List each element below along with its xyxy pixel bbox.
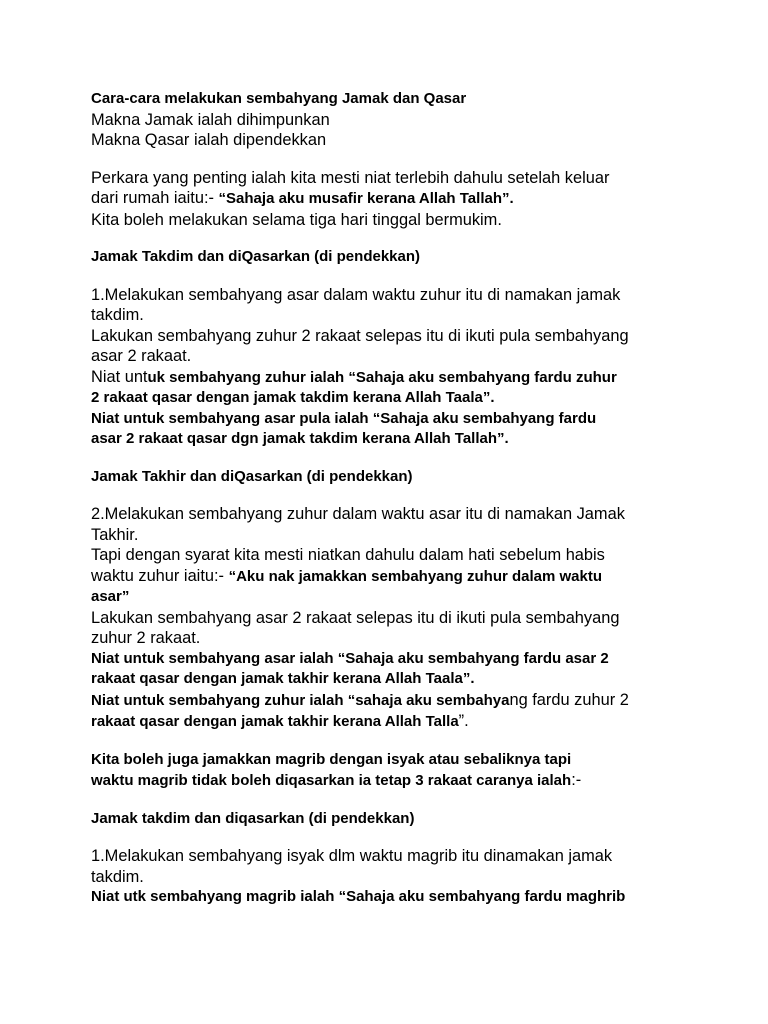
text-run: :-: [571, 771, 582, 789]
note-line: Kita boleh juga jamakkan magrib dengan isyak atau sebaliknya tapi: [91, 750, 572, 768]
section-heading: Jamak Takdim dan diQasarkan (di pendekkan): [91, 248, 421, 265]
niat-quote: “Aku nak jamakkan sembahyang zuhur dalam waktu: [228, 567, 603, 585]
niat-line: 2 rakaat qasar dengan jamak takdim kerana Allah Taala”.: [91, 389, 495, 406]
niat-text: rakaat qasar dengan jamak takhir kerana Allah Talla: [91, 713, 459, 730]
document-body: [91, 89, 691, 908]
paragraph-line: [91, 566, 691, 588]
paragraph-line: asar 2 rakaat.: [91, 347, 192, 365]
niat-line: Niat utk sembahyang magrib ialah “Sahaja aku sembahyang fardu maghrib: [91, 888, 626, 905]
text-run: Niat unt: [91, 367, 148, 386]
paragraph-line: 1.Melakukan sembahyang asar dalam waktu zuhur itu di namakan jamak: [91, 285, 621, 304]
text-run: dari rumah iaitu:-: [91, 189, 219, 207]
paragraph-line: [91, 188, 691, 210]
paragraph-line: [91, 711, 691, 733]
paragraph-line: Tapi dengan syarat kita mesti niatkan dahulu dalam hati sebelum habis: [91, 546, 605, 564]
niat-text: uk sembahyang zuhur ialah “Sahaja aku sembahyang fardu zuhur: [147, 368, 617, 386]
paragraph-line: 2.Melakukan sembahyang zuhur dalam waktu asar itu di namakan Jamak: [91, 505, 625, 523]
intro-line: Makna Jamak ialah dihimpunkan: [91, 110, 330, 129]
text-run: waktu zuhur iaitu:-: [91, 566, 229, 585]
text-run: ”.: [458, 712, 469, 730]
note-text: waktu magrib tidak boleh diqasarkan ia tetap 3 rakaat caranya ialah: [91, 772, 572, 789]
paragraph-line: [91, 690, 691, 712]
niat-line: Niat untuk sembahyang asar pula ialah “Sahaja aku sembahyang fardu: [91, 409, 597, 427]
paragraph-line: Kita boleh melakukan selama tiga hari tinggal bermukim.: [91, 210, 502, 229]
paragraph-line: takdim.: [91, 306, 144, 324]
paragraph-line: 1.Melakukan sembahyang isyak dlm waktu magrib itu dinamakan jamak: [91, 847, 613, 865]
niat-text: Niat untuk sembahyang zuhur ialah “sahaja aku sembahya: [91, 691, 510, 709]
section-heading: Jamak Takhir dan diQasarkan (di pendekkan): [91, 467, 413, 485]
niat-line: asar”: [91, 588, 130, 605]
niat-line: Niat untuk sembahyang asar ialah “Sahaja aku sembahyang fardu asar 2: [91, 649, 609, 667]
section-heading: Jamak takdim dan diqasarkan (di pendekkan): [91, 809, 415, 827]
niat-line: rakaat qasar dengan jamak takhir kerana Allah Taala”.: [91, 670, 475, 687]
paragraph-line: takdim.: [91, 867, 144, 886]
niat-line: asar 2 rakaat qasar dgn jamak takdim kerana Allah Tallah”.: [91, 430, 509, 447]
note-line: [91, 770, 691, 792]
paragraph-line: Perkara yang penting ialah kita mesti niat terlebih dahulu setelah keluar: [91, 168, 610, 187]
niat-quote: “Sahaja aku musafir kerana Allah Tallah”.: [218, 190, 514, 207]
paragraph-line: Lakukan sembahyang zuhur 2 rakaat selepas itu di ikuti pula sembahyang: [91, 326, 629, 345]
paragraph-line: Lakukan sembahyang asar 2 rakaat selepas itu di ikuti pula sembahyang: [91, 608, 620, 627]
paragraph-line: Takhir.: [91, 525, 139, 544]
document-title: Cara-cara melakukan sembahyang Jamak dan Qasar: [91, 90, 467, 107]
paragraph-line: [91, 367, 691, 389]
text-run: ng fardu zuhur 2: [509, 690, 629, 709]
paragraph-line: zuhur 2 rakaat.: [91, 629, 201, 647]
intro-line: Makna Qasar ialah dipendekkan: [91, 131, 327, 149]
